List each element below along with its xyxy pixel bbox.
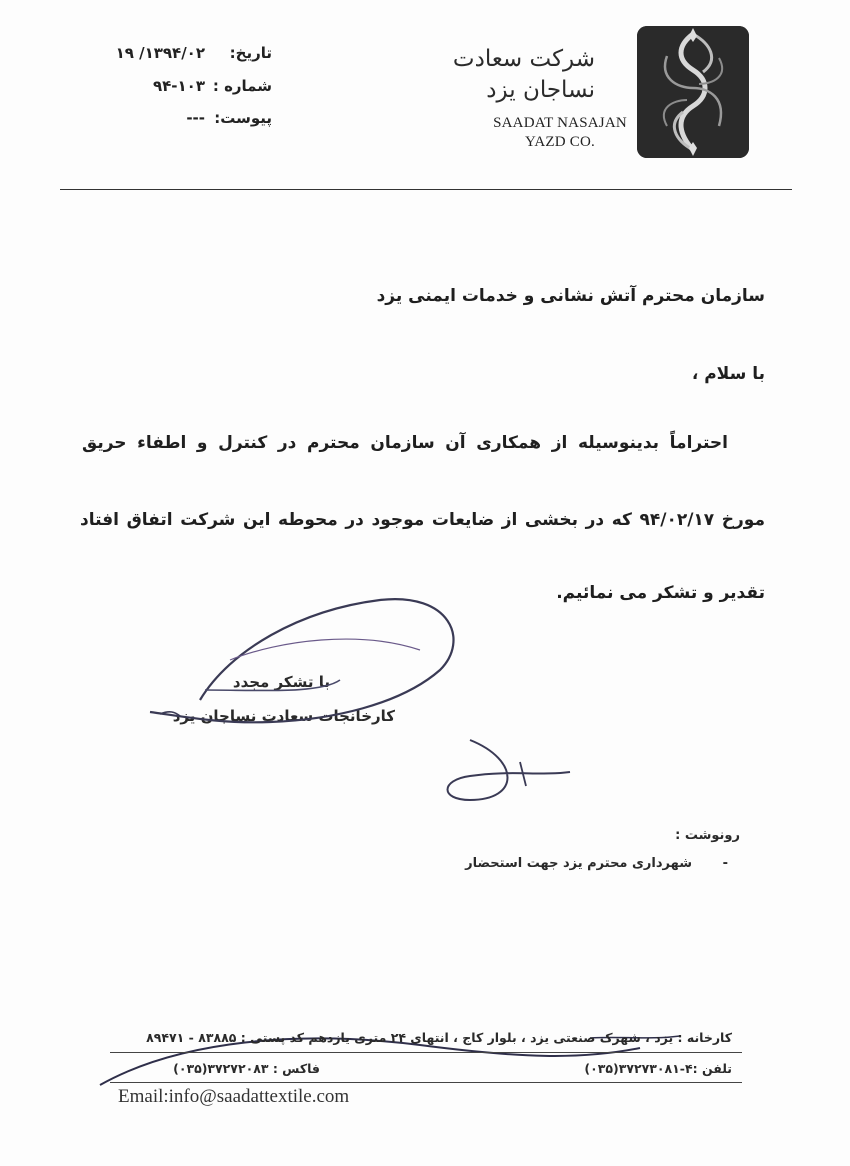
body-line-3: تقدیر و تشکر می نمائیم. [556,583,765,603]
header-divider [60,189,792,190]
greeting: با سلام ، [691,364,765,384]
footer-divider-top [110,1052,742,1053]
footer-divider-bottom [110,1082,742,1083]
cc-bullet: - [722,856,728,871]
signature-thanks: با تشکر مجدد [232,673,330,691]
date-label: تاریخ: [229,44,272,62]
company-logo-icon [637,26,749,158]
attachment-value: --- [186,109,205,127]
signature-company: کارخانجات سعادت نساجان یزد [172,707,395,725]
footer-phone: تلفن :۴-۳۷۲۷۳۰۸۱(۰۳۵) [584,1061,732,1076]
saadat-s-logo-icon [637,26,749,158]
company-name-en-line2: YAZD CO. [525,134,595,150]
footer-fax: فاکس : ۳۷۲۷۲۰۸۳(۰۳۵) [173,1061,320,1076]
number-label: شماره : [212,77,272,95]
company-name-fa-line1: شرکت سعادت [452,46,595,72]
footer-address: کارخانه : یزد ، شهرک صنعتی یزد ، بلوار کاج ، انتهای ۲۴ متری یازدهم کد پستی : ۸۳۸۸۵ - ۸۹۴۷۱ [146,1030,732,1045]
body-line-1: احتراماً بدینوسیله از همکاری آن سازمان محترم در کنترل و اطفاء حریق [82,433,728,453]
cc-label: رونوشت : [675,828,740,843]
cc-item: شهرداری محترم یزد جهت استحضار [465,856,692,871]
date-value: ۱۳۹۴/۰۲/ ۱۹ [115,44,205,62]
company-name-fa-line2: نساجان یزد [486,77,595,103]
attachment-label: پیوست: [214,109,272,127]
footer-email[interactable]: Email:info@saadattextile.com [118,1086,350,1107]
number-value: ۹۴-۱۰۳ [152,77,205,95]
company-name-en-line1: SAADAT NASAJAN [493,115,627,131]
recipient: سازمان محترم آتش نشانی و خدمات ایمنی یزد [376,286,765,306]
body-line-2: مورخ ۹۴/۰۲/۱۷ که در بخشی از ضایعات موجود در محوطه این شرکت اتفاق افتاد [80,510,765,530]
